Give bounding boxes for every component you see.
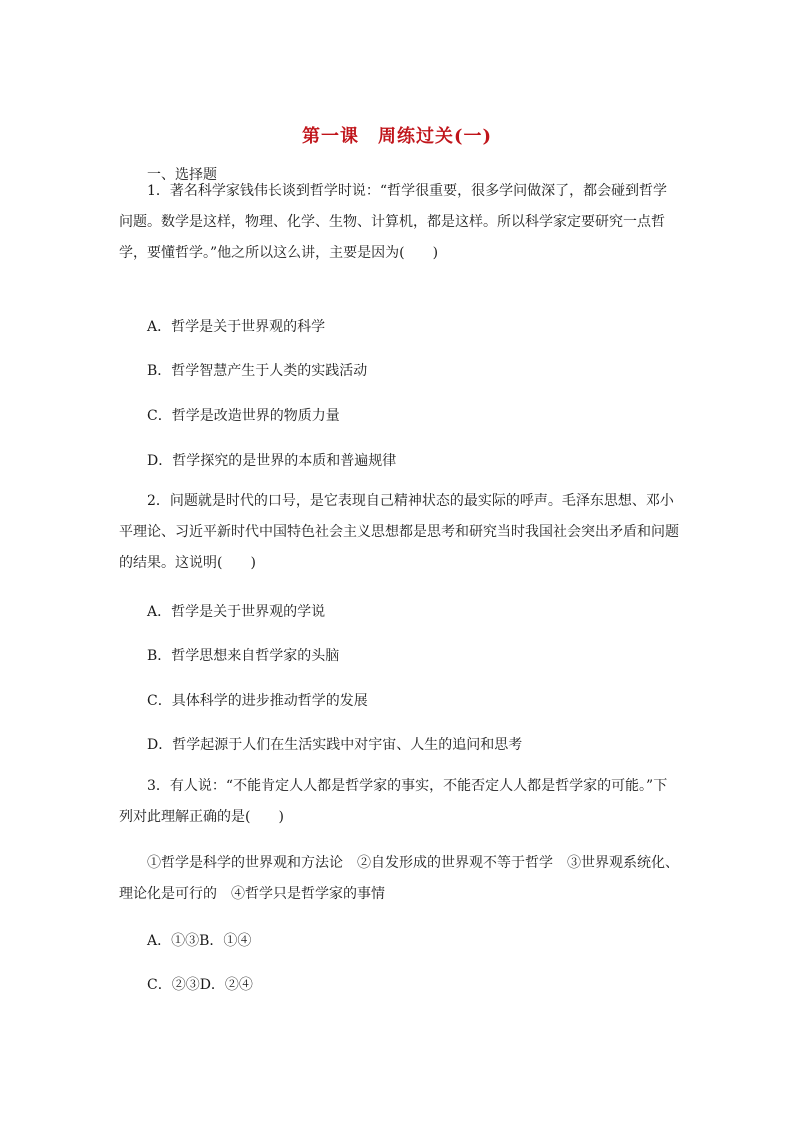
question-3-option-ab: A．①③B．①④ [147, 933, 252, 949]
question-2-option-d: D．哲学起源于人们在生活实践中对宇宙、人生的追问和思考 [147, 737, 523, 753]
question-2-stem: 2．问题就是时代的口号，是它表现自己精神状态的最实际的呼声。毛泽东思想、邓小平理论、习近平新时代中国特色社会主义思想都是思考和研究当时我国社会突出矛盾和问题的结果。这说明( ) [119, 493, 679, 571]
question-3-stem: 3．有人说：“不能肯定人人都是哲学家的事实，不能否定人人都是哲学家的可能。”下列对此理解正确的是( ) [119, 778, 668, 825]
question-2-option-a: A．哲学是关于世界观的学说 [147, 604, 326, 620]
question-1-option-d: D．哲学探究的是世界的本质和普遍规律 [147, 453, 397, 469]
question-1-option-b: B．哲学智慧产生于人类的实践活动 [147, 363, 368, 379]
question-1-option-c: C．哲学是改造世界的物质力量 [147, 408, 340, 424]
section-heading: 一、选择题 [147, 167, 217, 183]
question-2-option-c: C．具体科学的进步推动哲学的发展 [147, 693, 368, 709]
question-1-stem: 1．著名科学家钱伟长谈到哲学时说：“哲学很重要，很多学问做深了，都会碰到哲学问题。数学是这样，物理、化学、生物、计算机，都是这样。所以科学家定要研究一点哲学，要懂哲学。”他之所以这么讲，主要是因为( ) [119, 183, 668, 261]
question-3-statements: ①哲学是科学的世界观和方法论 ②自发形成的世界观不等于哲学 ③世界观系统化、理论化是可行的 ④哲学只是哲学家的事情 [119, 855, 679, 902]
page-title: 第一课 周练过关(一) [301, 126, 493, 147]
question-3-option-cd: C．②③D．②④ [147, 977, 253, 993]
question-1-option-a: A．哲学是关于世界观的科学 [147, 319, 326, 335]
question-2-option-b: B．哲学思想来自哲学家的头脑 [147, 648, 340, 664]
